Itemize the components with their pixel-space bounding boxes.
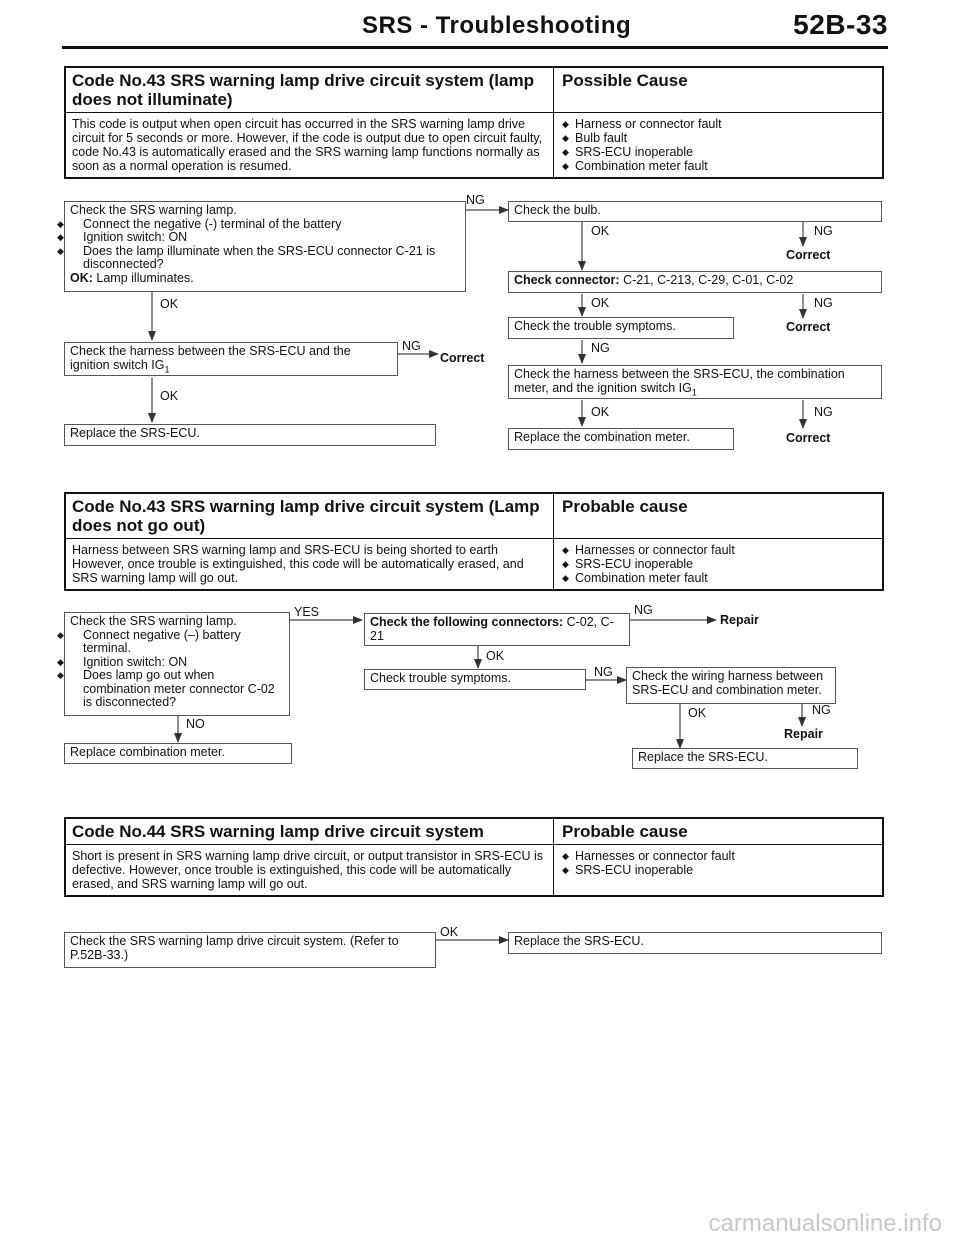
ng-label: NG [814, 405, 833, 419]
probable-cause-heading: Probable cause [562, 497, 688, 516]
replace-combination-meter-step: Replace combination meter. [64, 743, 292, 764]
ng-label: NG [591, 341, 610, 355]
check-symptoms-step: Check the trouble symptoms. [508, 317, 734, 339]
step-label: Check connector: [514, 273, 620, 287]
replace-combination-meter-step: Replace the combination meter. [508, 428, 734, 450]
step-title: Check the SRS warning lamp. [70, 614, 237, 628]
ok-label: OK [591, 296, 610, 310]
check-lamp-drive-circuit-step: Check the SRS warning lamp drive circuit system. (Refer to P.52B-33.) [64, 932, 436, 968]
check-symptoms-step: Check trouble symptoms. [364, 669, 586, 690]
cause-item: ◆ Combination meter fault [562, 571, 874, 585]
code43-short-table [64, 492, 884, 591]
check-bulb-step: Check the bulb. [508, 201, 882, 222]
subscript: 1 [691, 387, 697, 397]
check-harness-ig-step [64, 342, 398, 376]
cause-item: ◆ SRS-ECU inoperable [562, 863, 874, 877]
cause-list [562, 849, 874, 877]
step-text: C-02, C-21 [370, 615, 614, 643]
cause-item: ◆ SRS-ECU inoperable [562, 557, 874, 571]
no-label: NO [186, 717, 205, 731]
subscript: 1 [164, 364, 170, 374]
code44-title: Code No.44 SRS warning lamp drive circuit system [66, 819, 554, 844]
code44-description: Short is present in SRS warning lamp drive circuit, or output transistor in SRS-ECU is defective. However, once trouble is extinguished, this code will be automatically erased, and SRS warning lamp will go out. [66, 845, 554, 895]
check-wiring-harness-step: Check the wiring harness between SRS-ECU and combination meter. [626, 667, 836, 704]
code44-table [64, 817, 884, 897]
step-item: ◆ Ignition switch: ON [70, 656, 284, 670]
cause-item: ◆ Harness or connector fault [562, 117, 874, 131]
ok-label: OK [160, 389, 179, 403]
step-text: C-21, C-213, C-29, C-01, C-02 [623, 273, 794, 287]
ng-label: NG [812, 703, 831, 717]
correct-label: Correct [440, 351, 485, 365]
ng-label: NG [594, 665, 613, 679]
code43-short-title: Code No.43 SRS warning lamp drive circuit system (Lamp does not go out) [66, 494, 554, 538]
cause-list [562, 117, 874, 173]
check-warning-lamp-step [64, 201, 466, 292]
cause-list [562, 543, 874, 585]
code43-open-description: This code is output when open circuit has occurred in the SRS warning lamp drive circuit for 5 seconds or more. However, if the code is output due to open circuit faulty, code No.43 is automatically erased and the SRS warning lamp functions normally as soon as a normal operation is resumed. [66, 113, 554, 177]
ok-label: OK [486, 649, 505, 663]
ng-label: NG [402, 339, 421, 353]
ok-label: OK [591, 224, 610, 238]
check-warning-lamp-step [64, 612, 290, 716]
page-title: SRS - Troubleshooting [362, 12, 632, 39]
step-item: ◆ Ignition switch: ON [70, 231, 460, 245]
possible-cause-heading: Possible Cause [562, 71, 688, 90]
code43-open-table [64, 66, 884, 179]
step-text: Check the harness between the SRS-ECU, the combination meter, and the ignition switch IG [514, 367, 845, 395]
replace-srs-ecu-step: Replace the SRS-ECU. [64, 424, 436, 446]
replace-srs-ecu-step: Replace the SRS-ECU. [508, 932, 882, 954]
code43-open-title: Code No.43 SRS warning lamp drive circuit system (lamp does not illuminate) [66, 68, 554, 112]
ng-label: NG [634, 603, 653, 617]
step-item: ◆ Does the lamp illuminate when the SRS-ECU connector C-21 is disconnected? [70, 245, 460, 272]
yes-label: YES [294, 605, 320, 619]
ng-label: NG [814, 296, 833, 310]
replace-srs-ecu-step: Replace the SRS-ECU. [632, 748, 858, 769]
ng-label: NG [466, 193, 485, 207]
header-rule [62, 46, 888, 49]
ng-label: NG [814, 224, 833, 238]
ok-label: OK [591, 405, 610, 419]
ok-label: OK [688, 706, 707, 720]
repair-label: Repair [784, 727, 823, 741]
cause-item: ◆ Combination meter fault [562, 159, 874, 173]
code43-short-description: Harness between SRS warning lamp and SRS-ECU is being shorted to earth However, once trouble is extinguished, this code will be automatically erased, and SRS warning lamp will go out. [66, 539, 554, 589]
cause-item: ◆ Bulb fault [562, 131, 874, 145]
watermark: carmanualsonline.info [708, 1210, 942, 1237]
ok-criterion-text: Lamp illuminates. [96, 270, 194, 285]
correct-label: Correct [786, 431, 831, 445]
correct-label: Correct [786, 320, 831, 334]
step-item: ◆ Does lamp go out when combination meter connector C-02 is disconnected? [70, 669, 284, 710]
check-connectors-step [364, 613, 630, 646]
page-number: 52B-33 [793, 9, 888, 40]
check-connector-step [508, 271, 882, 293]
step-item: ◆ Connect the negative (-) terminal of the battery [70, 218, 460, 232]
repair-label: Repair [720, 613, 759, 627]
ok-label: OK [160, 297, 179, 311]
correct-label: Correct [786, 248, 831, 262]
probable-cause-heading: Probable cause [562, 822, 688, 841]
ok-label: OK [440, 925, 459, 939]
cause-item: ◆ Harnesses or connector fault [562, 543, 874, 557]
step-text: Check the harness between the SRS-ECU and the ignition switch IG [70, 344, 351, 372]
cause-item: ◆ SRS-ECU inoperable [562, 145, 874, 159]
check-harness-meter-step [508, 365, 882, 399]
cause-item: ◆ Harnesses or connector fault [562, 849, 874, 863]
step-label: Check the following connectors: [370, 615, 564, 629]
ok-criterion-label: OK: [70, 270, 93, 285]
step-item: ◆ Connect negative (–) battery terminal. [70, 629, 284, 656]
page-header [0, 0, 960, 52]
step-title: Check the SRS warning lamp. [70, 203, 237, 217]
